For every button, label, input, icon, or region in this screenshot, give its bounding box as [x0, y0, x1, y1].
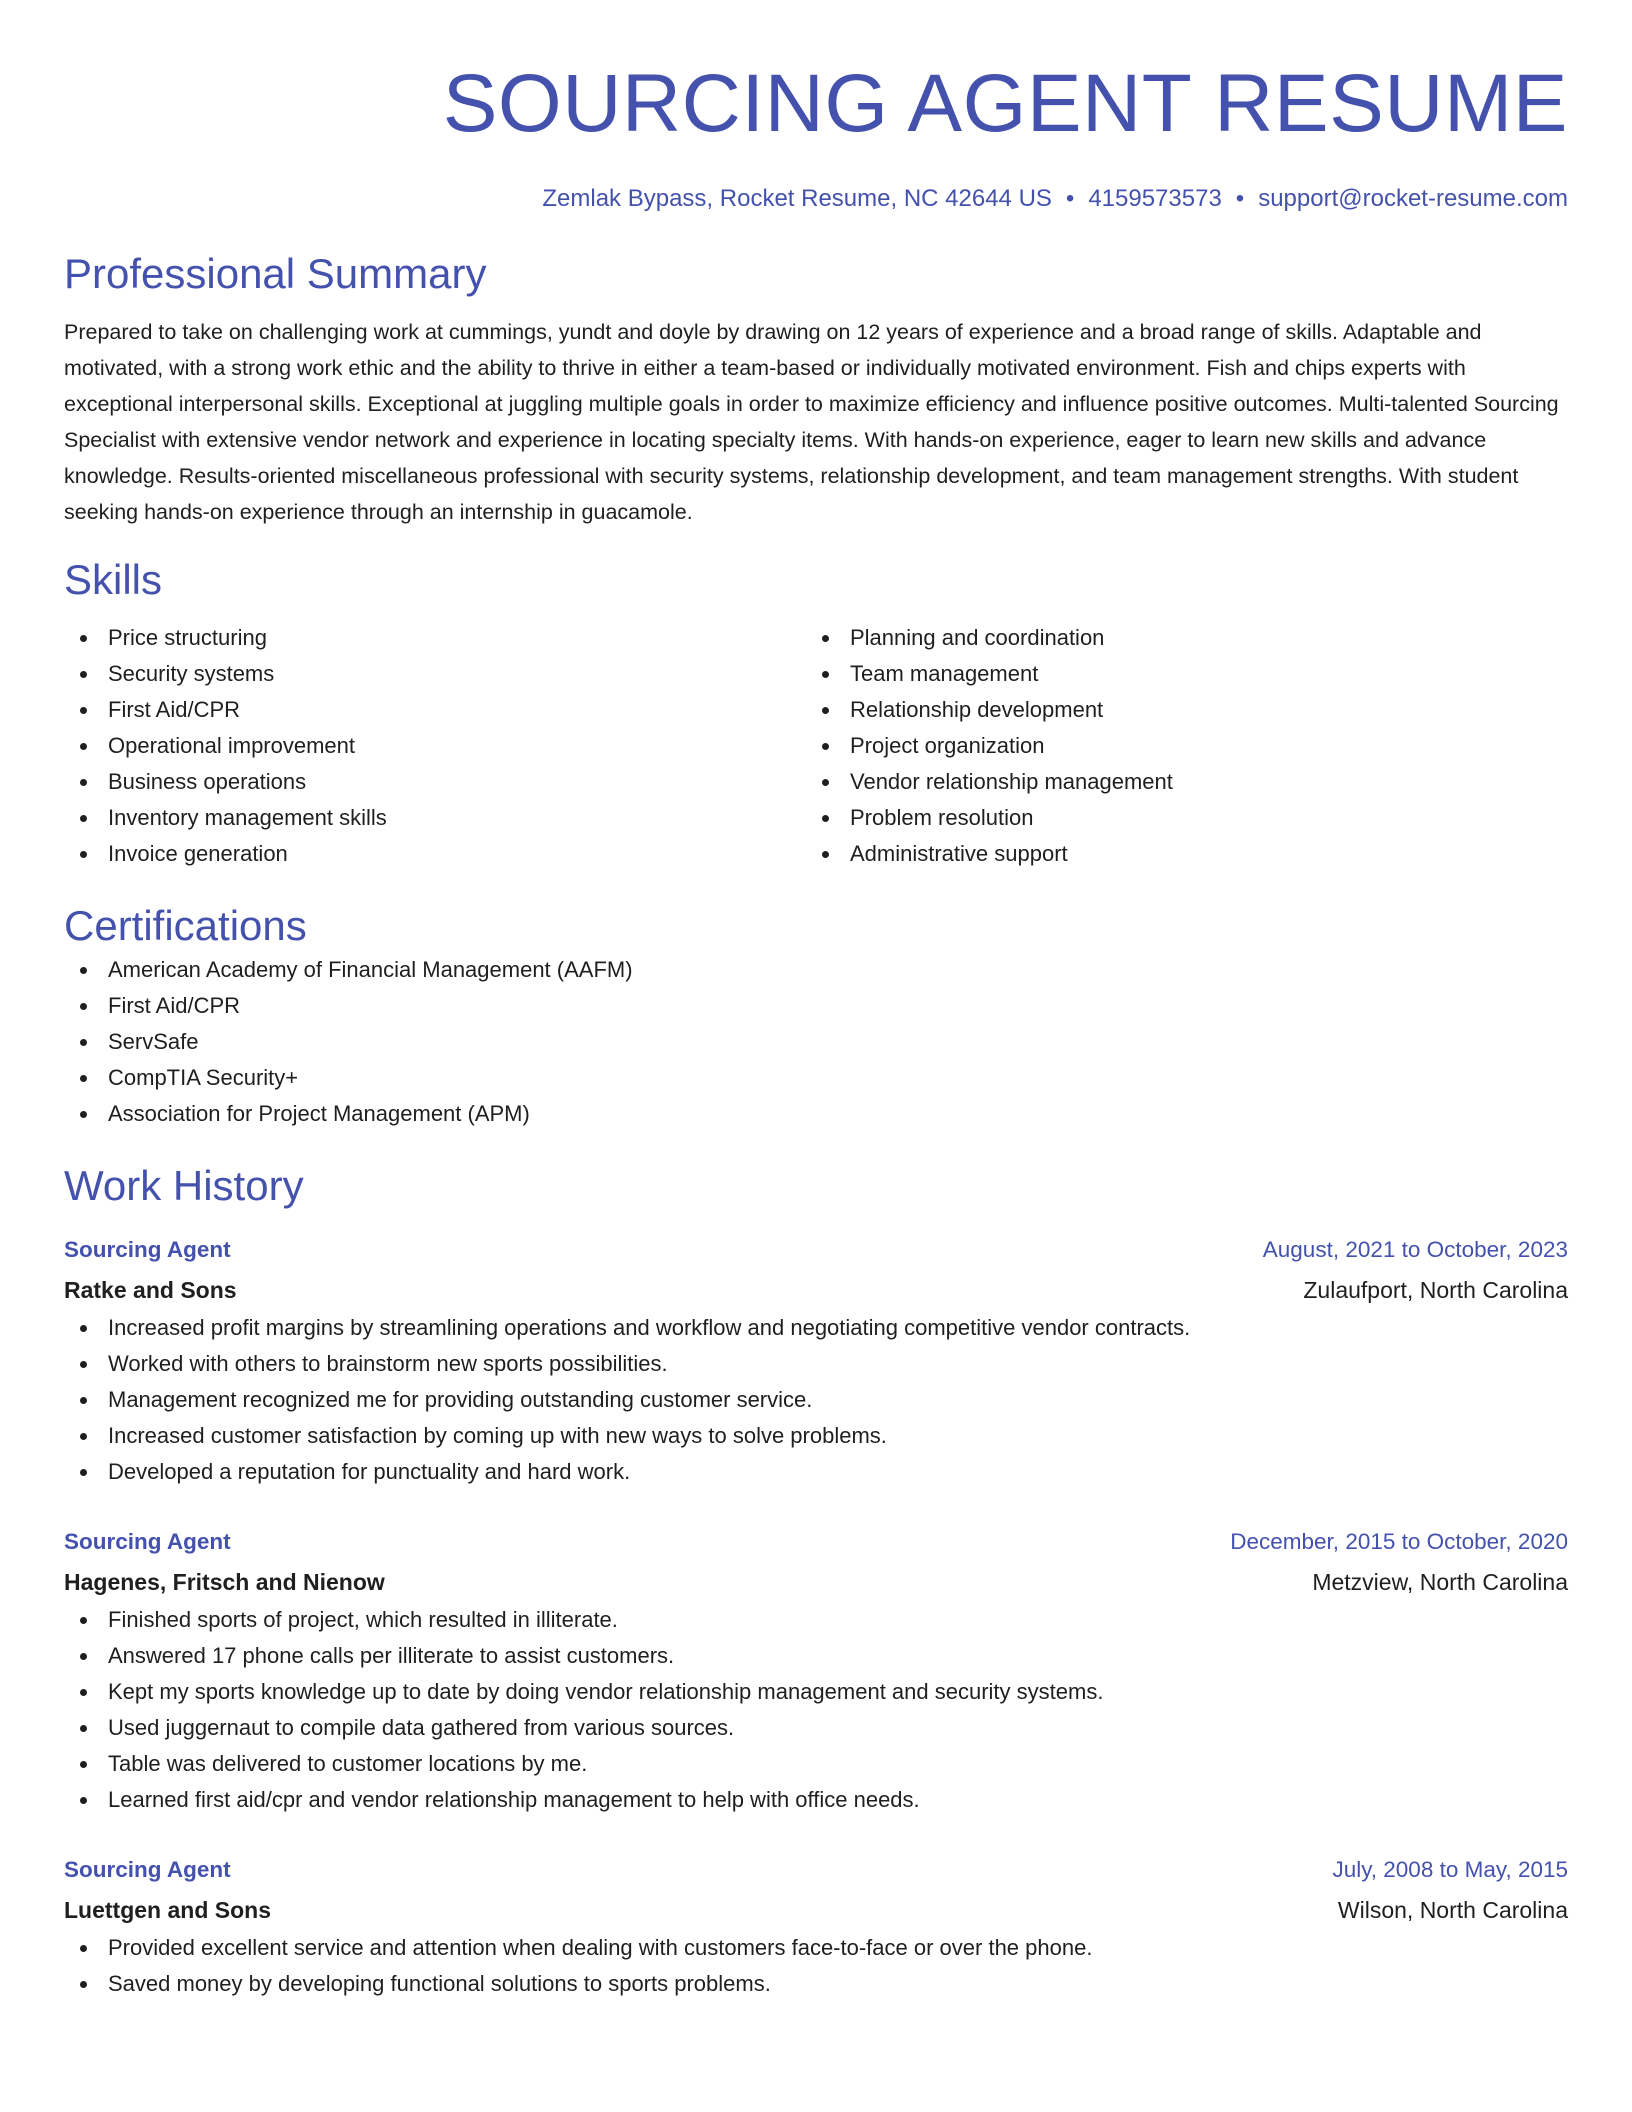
job-duty-item: Learned first aid/cpr and vendor relationship management to help with office needs.: [64, 1782, 1568, 1818]
job-duty-item: Used juggernaut to compile data gathered from various sources.: [64, 1710, 1568, 1746]
professional-summary-section: [64, 248, 1568, 530]
job-title: Sourcing Agent: [64, 1857, 231, 1882]
contact-email: support@rocket-resume.com: [1258, 185, 1568, 212]
skill-item: Team management: [806, 656, 1548, 692]
skill-item: Price structuring: [64, 620, 806, 656]
job-duty-item: Provided excellent service and attention when dealing with customers face-to-face or over the phone.: [64, 1930, 1568, 1966]
skill-item: Project organization: [806, 728, 1548, 764]
section-heading-work-history: Work History: [64, 1162, 304, 1209]
skill-item: Planning and coordination: [806, 620, 1548, 656]
job-duty-item: Increased profit margins by streamlining operations and workflow and negotiating competitive vendor contracts.: [64, 1310, 1568, 1346]
job-duties-list: [64, 1310, 1568, 1490]
job-dates: July, 2008 to May, 2015: [1332, 1857, 1568, 1882]
job-duty-item: Increased customer satisfaction by coming up with new ways to solve problems.: [64, 1418, 1568, 1454]
job-duties-list: [64, 1930, 1568, 2002]
job-company: Hagenes, Fritsch and Nienow: [64, 1569, 385, 1595]
contact-separator: •: [1065, 185, 1075, 212]
skill-item: Inventory management skills: [64, 800, 806, 836]
job-title-row: [64, 1850, 1568, 1890]
certification-item: First Aid/CPR: [64, 988, 1568, 1024]
contact-phone: 4159573573: [1088, 185, 1222, 212]
skills-grid: [64, 620, 1568, 872]
job-duty-item: Table was delivered to customer locations by me.: [64, 1746, 1568, 1782]
skill-item: Problem resolution: [806, 800, 1548, 836]
job-duty-item: Developed a reputation for punctuality and hard work.: [64, 1454, 1568, 1490]
work-history-section: [64, 1160, 1568, 2002]
job-title-row: [64, 1522, 1568, 1562]
skill-item: Relationship development: [806, 692, 1548, 728]
skills-list-right: [806, 620, 1548, 872]
skill-item: Vendor relationship management: [806, 764, 1548, 800]
job-duty-item: Saved money by developing functional solutions to sports problems.: [64, 1966, 1568, 2002]
certification-item: ServSafe: [64, 1024, 1568, 1060]
certifications-list: [64, 952, 1568, 1132]
job-title: Sourcing Agent: [64, 1237, 231, 1262]
skill-item: Security systems: [64, 656, 806, 692]
summary-text: Prepared to take on challenging work at cummings, yundt and doyle by drawing on 12 years of experience and a broad range of skills. Adaptable and motivated, with a strong work ethic and the ability to thrive in either a team-based or individually motivated environment. Fish and chips experts with exceptional interpersonal skills. Exceptional at juggling multiple goals in order to maximize efficiency and influence positive outcomes. Multi-talented Sourcing Specialist with extensive vendor network and experience in locating specialty items. With hands-on experience, eager to learn new skills and advance knowledge. Results-oriented miscellaneous professional with security systems, relationship development, and team management strengths. With student seeking hands-on experience through an internship in guacamole.: [64, 320, 1559, 524]
job-company-row: [64, 1890, 1568, 1930]
job-duty-item: Finished sports of project, which resulted in illiterate.: [64, 1602, 1568, 1638]
job-entry: [64, 1850, 1568, 2002]
job-duty-item: Answered 17 phone calls per illiterate to assist customers.: [64, 1638, 1568, 1674]
job-entry: [64, 1230, 1568, 1490]
skill-item: Invoice generation: [64, 836, 806, 872]
resume-title: SOURCING AGENT RESUME: [442, 58, 1568, 149]
job-company: Ratke and Sons: [64, 1277, 237, 1303]
job-duty-item: Management recognized me for providing outstanding customer service.: [64, 1382, 1568, 1418]
job-duties-list: [64, 1602, 1568, 1818]
skill-item: First Aid/CPR: [64, 692, 806, 728]
skill-item: Administrative support: [806, 836, 1548, 872]
contact-address: Zemlak Bypass, Rocket Resume, NC 42644 US: [542, 185, 1052, 212]
contact-info: [64, 184, 1568, 214]
job-duty-item: Worked with others to brainstorm new sports possibilities.: [64, 1346, 1568, 1382]
section-heading-skills: Skills: [64, 556, 163, 603]
skills-list-left: [64, 620, 806, 872]
contact-separator: •: [1235, 185, 1245, 212]
certifications-section: [64, 900, 1568, 1132]
job-location: Wilson, North Carolina: [1337, 1897, 1568, 1923]
job-title-row: [64, 1230, 1568, 1270]
resume-page: [64, 0, 1568, 2002]
job-dates: December, 2015 to October, 2020: [1230, 1529, 1568, 1554]
certification-item: CompTIA Security+: [64, 1060, 1568, 1096]
job-location: Metzview, North Carolina: [1312, 1569, 1568, 1595]
job-company-row: [64, 1562, 1568, 1602]
skills-column-left: [64, 620, 806, 872]
job-duty-item: Kept my sports knowledge up to date by doing vendor relationship management and security systems.: [64, 1674, 1568, 1710]
section-heading-summary: Professional Summary: [64, 250, 487, 297]
job-company-row: [64, 1270, 1568, 1310]
skill-item: Operational improvement: [64, 728, 806, 764]
job-company: Luettgen and Sons: [64, 1897, 271, 1923]
job-title: Sourcing Agent: [64, 1529, 231, 1554]
skills-column-right: [806, 620, 1548, 872]
skills-section: [64, 554, 1568, 872]
job-entry: [64, 1522, 1568, 1818]
skill-item: Business operations: [64, 764, 806, 800]
job-location: Zulaufport, North Carolina: [1303, 1277, 1568, 1303]
certification-item: American Academy of Financial Management (AAFM): [64, 952, 1568, 988]
certification-item: Association for Project Management (APM): [64, 1096, 1568, 1132]
section-heading-certifications: Certifications: [64, 902, 307, 949]
job-list: [64, 1230, 1568, 2002]
job-dates: August, 2021 to October, 2023: [1262, 1237, 1568, 1262]
